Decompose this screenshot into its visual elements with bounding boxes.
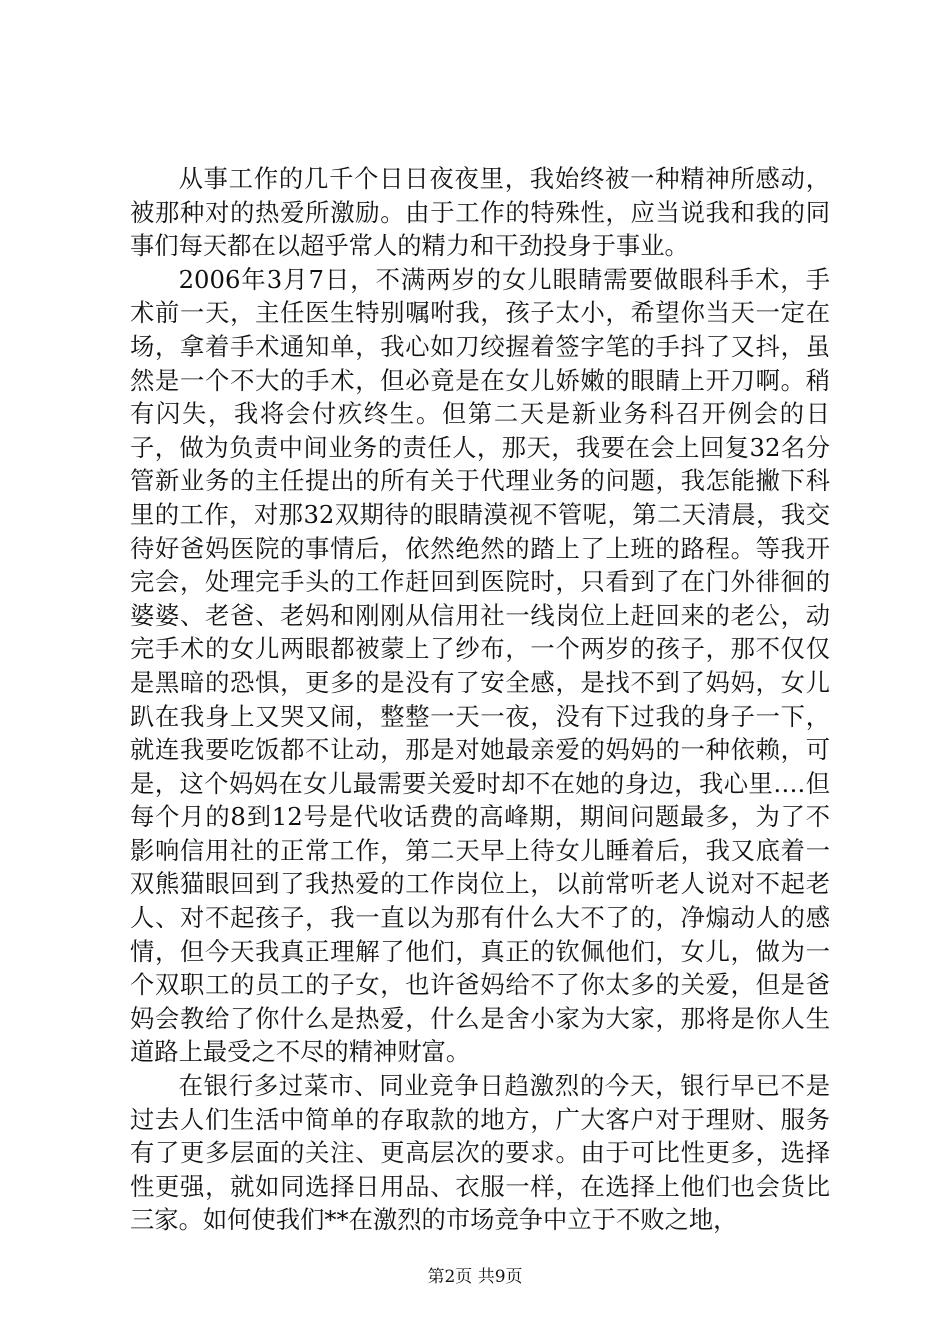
paragraph-1: 从事工作的几千个日日夜夜里，我始终被一种精神所感动，被那种对的热爱所激励。由于工作的特殊性，应当说我和我的同事们每天都在以超乎常人的精力和干劲投身于事业。 [130,164,830,261]
page-footer: 第2页 共9页 [427,1267,523,1287]
paragraph-3: 在银行多过菜市、同业竞争日趋激烈的今天，银行早已不是过去人们生活中简单的存取款的地方，广大客户对于理财、服务有了更多层面的关注、更高层次的要求。由于可比性更多，选择性更强，就如同选择日用品、衣服一样，在选择上他们也会货比三家。如何使我们**在激烈的市场竞争中立于不败之地， [130,1071,830,1235]
document-body [130,162,830,1237]
paragraph-2: 2006年3月7日，不满两岁的女儿眼睛需要做眼科手术，手术前一天，主任医生特别嘱咐我，孩子太小，希望你当天一定在场，拿着手术通知单，我心如刀绞握着签字笔的手抖了又抖，虽然是一个不大的手术，但必竟是在女儿娇嫩的眼睛上开刀啊。稍有闪失，我将会付疚终生。但第二天是新业务科召开例会的日子，做为负责中间业务的责任人，那天，我要在会上回复32名分管新业务的主任提出的所有关于代理业务的问题，我怎能撇下科里的工作，对那32双期待的眼睛漠视不管呢，第二天清晨，我交待好爸妈医院的事情后，依然绝然的踏上了上班的路程。等我开完会，处理完手头的工作赶回到医院时，只看到了在门外徘徊的婆婆、老爸、老妈和刚刚从信用社一线岗位上赶回来的老公，动完手术的女儿两眼都被蒙上了纱布，一个两岁的孩子，那不仅仅是黑暗的恐惧，更多的是没有了安全感，是找不到了妈妈，女儿趴在我身上又哭又闹，整整一天一夜，没有下过我的身子一下，就连我要吃饭都不让动，那是对她最亲爱的妈妈的一种依赖，可是，这个妈妈在女儿最需要关爱时却不在她的身边，我心里….但每个月的8到12号是代收话费的高峰期，期间问题最多，为了不影响信用社的正常工作，第二天早上待女儿睡着后，我又底着一双熊猫眼回到了我热爱的工作岗位上，以前常听老人说对不起老人、对不起孩子，我一直以为那有什么大不了的，净煽动人的感情，但今天我真正理解了他们，真正的钦佩他们，女儿，做为一个双职工的员工的子女，也许爸妈给不了你太多的关爱，但是爸妈会教给了你什么是热爱，什么是舍小家为大家，那将是你人生道路上最受之不尽的精神财富。 [130,264,830,1067]
